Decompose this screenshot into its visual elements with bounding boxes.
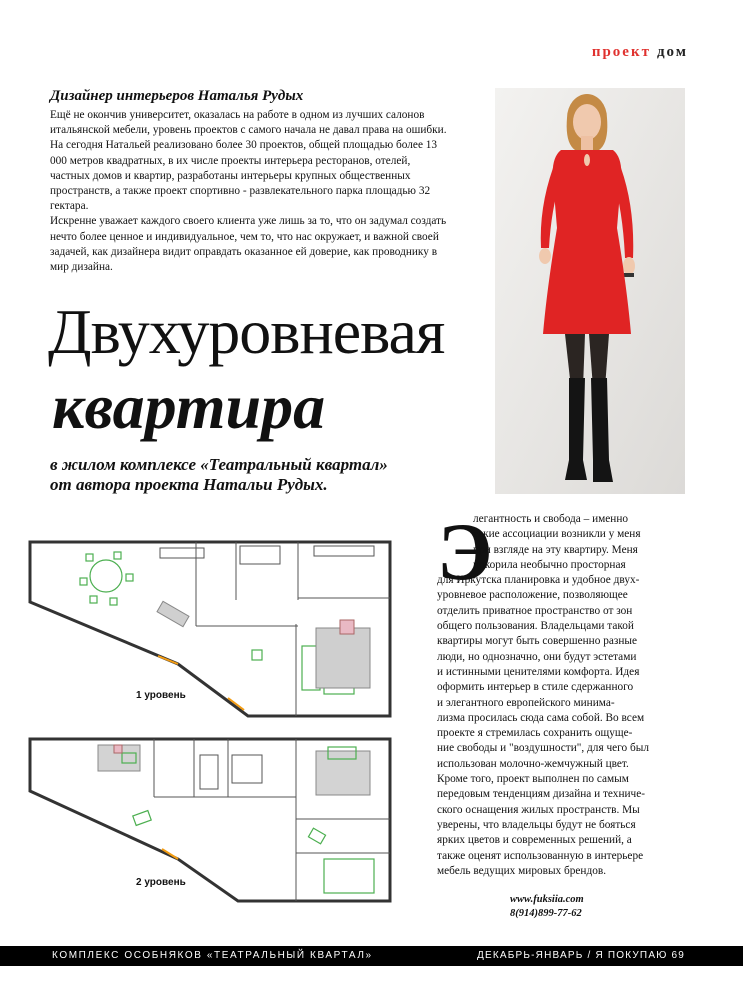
floor-plan-level-2: [28, 735, 398, 905]
article-line: легантность и свобода – именно: [473, 513, 629, 525]
article-line: оформить интерьер в стиле сдержанного: [437, 681, 634, 694]
designer-bio: [50, 108, 450, 275]
article-line: ярких цветов и современных решений, а: [437, 834, 632, 847]
article-line: при взгляде на эту квартиру. Меня: [473, 543, 638, 556]
article-line: уровневое расположение, позволяющее: [437, 589, 628, 602]
plan-level-1-label: 1 уровень: [136, 690, 186, 701]
drop-cap: Э: [437, 506, 493, 597]
headline-line-1: Двухуровневая: [48, 296, 445, 367]
subtitle-line-1: в жилом комплексе «Театральный квартал»: [50, 455, 388, 474]
designer-photo: [495, 88, 685, 494]
footer-left-text: КОМПЛЕКС ОСОБНЯКОВ «ТЕАТРАЛЬНЫЙ КВАРТАЛ»: [52, 950, 373, 961]
article-line: также оценят использованную в интерьере: [437, 849, 644, 862]
article-line: для Иркутска планировка и удобное двух-: [437, 574, 640, 587]
phone-number: 8(914)899-77-62: [510, 908, 582, 919]
article-line: и элегантного европейского минима-: [437, 696, 615, 709]
article-line: такие ассоциации возникли у меня: [473, 528, 641, 541]
subtitle-line-2: от автора проекта Натальи Рудых.: [50, 475, 328, 494]
article-line: ского оснащения жилых пространств. Мы: [437, 803, 640, 816]
section-accent: проект: [591, 44, 651, 60]
article-line: мебель ведущих мировых брендов.: [437, 864, 607, 877]
designer-title: Дизайнер интерьеров Наталья Рудых: [50, 88, 304, 104]
article-line: и истинными ценителями комфорта. Идея: [437, 665, 640, 678]
article-line: уверены, что владельцы будут не бояться: [437, 818, 636, 831]
plan-level-2-label: 2 уровень: [136, 877, 186, 888]
headline-line-2: квартира: [52, 371, 326, 442]
article-line: покорила необычно просторная: [473, 558, 626, 571]
contacts: [510, 893, 584, 921]
article-line: отделить приватное пространство от зон: [437, 604, 633, 617]
floor-plan-level-1: [28, 538, 398, 720]
section-tag: [592, 44, 688, 61]
footer-right-text: ДЕКАБРЬ-ЯНВАРЬ / Я ПОКУПАЮ 69: [477, 950, 685, 961]
article-line: лизма просилась сюда сама собой. Во всем: [437, 711, 645, 724]
article-line: использован молочно-жемчужный цвет.: [437, 757, 629, 770]
article-line: люди, но однозначно, они будут эстетами: [437, 650, 637, 663]
article-body: [437, 506, 707, 879]
bio-paragraph-2: Искренне уважает каждого своего клиента уже лишь за то, что он задумал создать нечто более ценное и индивидуальное, чем то, что нас окружает, и важной своей задачей, как дизайнера видит оправдать оказанное ей доверие, как проводнику в мир дизайна.: [50, 215, 447, 274]
headline-subtitle: [50, 455, 450, 495]
article-line: Кроме того, проект выполнен по самым: [437, 773, 629, 786]
article-line: квартиры могут быть совершенно разные: [437, 635, 637, 648]
article-line: передовым тенденциям дизайна и техниче-: [437, 788, 645, 801]
bio-paragraph-1: Ещё не окончив университет, оказалась на работе в одном из лучших салонов итальянской мебели, уровень проектов с самого начала не давал права на ошибки. На сегодня Натальей реализовано более 30 проектов, общей площадью более 13 000 метров квадратных, в их числе проекты интерьера ресторанов, отелей, частных домов и квартир, разработаны интерьеры крупных общественных пространств, а также проект спортивно - развлекательного парка площадью 32 гектара.: [50, 109, 447, 213]
article-line: общего пользования. Владельцами такой: [437, 620, 634, 633]
article-line: ние свободы и "воздушности", для чего был: [437, 742, 649, 755]
section-word: дом: [656, 44, 688, 60]
website-link[interactable]: www.fuksiia.com: [510, 894, 584, 905]
article-line: проекте я стремилась сохранить ощуще-: [437, 727, 633, 740]
